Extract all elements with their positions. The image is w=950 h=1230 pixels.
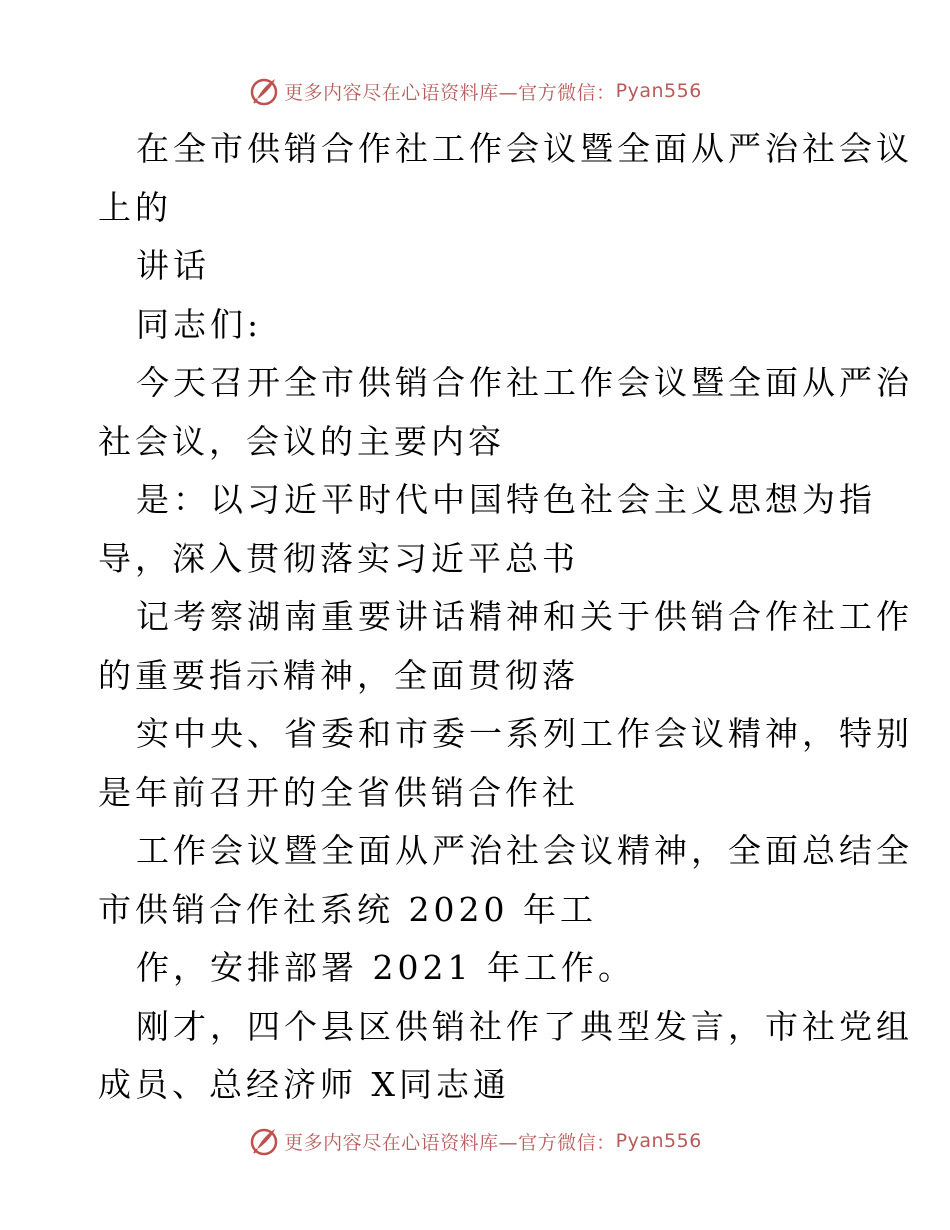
- text-line: 市供销合作社系统 2020 年工: [98, 889, 597, 929]
- text-line: 作，安排部署 2021 年工作。: [136, 948, 635, 987]
- footer-watermark: [0, 1121, 950, 1161]
- text-line: 刚才，四个县区供销社作了典型发言，市社党组: [136, 1006, 913, 1046]
- feather-quill-logo-icon: [248, 75, 280, 107]
- header-watermark: [0, 71, 950, 111]
- watermark-wechat-id: Pyan556: [615, 1130, 702, 1152]
- text-line: 同志们:: [136, 304, 263, 344]
- text-line: 导，深入贯彻落实习近平总书: [98, 538, 579, 578]
- feather-quill-logo-icon: [248, 1125, 280, 1157]
- text-line: 是年前召开的全省供销合作社: [98, 772, 579, 812]
- text-line: 今天召开全市供销合作社工作会议暨全面从严治: [136, 363, 913, 402]
- watermark-text: 更多内容尽在心语资料库—官方微信：: [284, 1131, 616, 1154]
- text-line: 成员、总经济师 X同志通: [98, 1065, 510, 1104]
- text-line: 在全市供销合作社工作会议暨全面从严治社会议: [136, 129, 913, 168]
- document-body: [98, 120, 913, 1115]
- watermark-wechat-id: Pyan556: [615, 80, 702, 102]
- text-line: 的重要指示精神，全面贯彻落: [98, 655, 579, 695]
- text-line: 是：以习近平时代中国特色社会主义思想为指: [136, 480, 876, 519]
- text-line: 工作会议暨全面从严治社会议精神，全面总结全: [136, 831, 913, 870]
- watermark-text: 更多内容尽在心语资料库—官方微信：: [284, 81, 616, 104]
- text-line: 上的: [98, 187, 172, 227]
- text-line: 记考察湖南重要讲话精神和关于供销合作社工作: [136, 597, 913, 636]
- text-line: 实中央、省委和市委一系列工作会议精神，特别: [136, 714, 913, 753]
- text-line: 讲话: [136, 246, 210, 285]
- text-line: 社会议，会议的主要内容: [98, 421, 505, 461]
